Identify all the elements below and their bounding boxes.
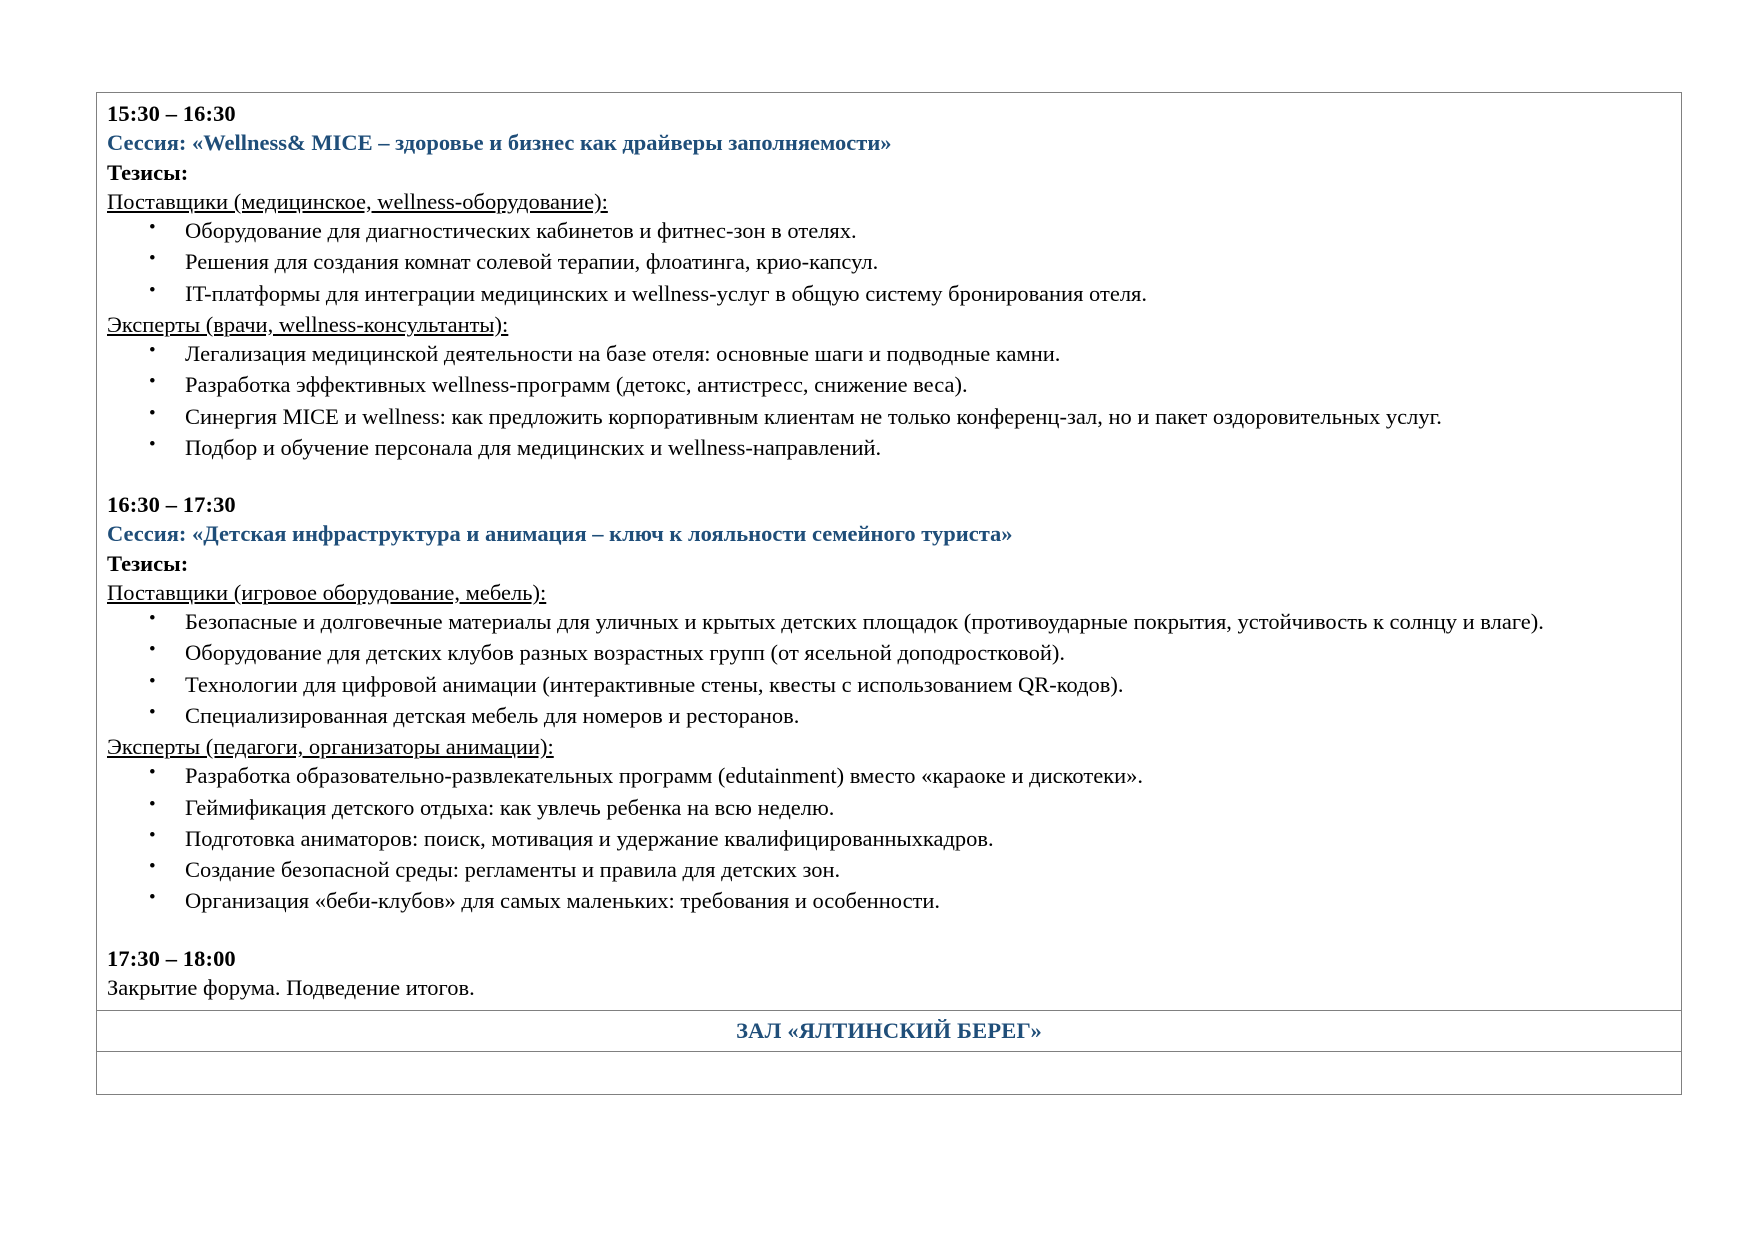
table-row-agenda-body: [97, 93, 1682, 1011]
session-block-2: [107, 490, 1671, 916]
closing-time: 17:30 – 18:00: [107, 945, 236, 971]
agenda-body-content: [97, 93, 1681, 1010]
session-block-1: [107, 99, 1671, 462]
section-spacer: [107, 918, 1671, 944]
hall-cell: [97, 1011, 1682, 1052]
list-item: • Создание безопасной среды: регламенты и правила для детских зон.: [107, 855, 1671, 884]
session-time: 16:30 – 17:30: [107, 492, 236, 517]
list-item: • Подбор и обучение персонала для медицинских и wellness-направлений.: [107, 433, 1671, 462]
list-item: • Специализированная детская мебель для номеров и ресторанов.: [107, 701, 1671, 730]
empty-cell: [97, 1052, 1682, 1095]
agenda-body-cell: [97, 93, 1682, 1011]
list-item: • Решения для создания комнат солевой терапии, флоатинга, крио-капсул.: [107, 247, 1671, 276]
list-item: • Легализация медицинской деятельности на базе отеля: основные шаги и подводные камни.: [107, 339, 1671, 368]
bullet-list-suppliers: [107, 607, 1671, 730]
theses-label: Тезисы:: [107, 550, 189, 576]
closing-block: [107, 944, 1671, 1003]
table-row-empty: [97, 1052, 1682, 1095]
list-item: • Оборудование для детских клубов разных возрастных групп (от ясельной доподростковой).: [107, 638, 1671, 667]
list-item: • Организация «беби-клубов» для самых маленьких: требования и особенности.: [107, 886, 1671, 915]
group-label-wrap: [107, 310, 1671, 339]
list-item: • Технологии для цифровой анимации (интерактивные стены, квесты с использованием QR-кодов).: [107, 670, 1671, 699]
group-label-suppliers: Поставщики (игровое оборудование, мебель):: [107, 579, 547, 605]
table-row-hall: [97, 1011, 1682, 1052]
list-item: • Разработка образовательно-развлекательных программ (edutainment) вместо «караоке и дискотеки».: [107, 761, 1671, 790]
bullet-list-suppliers: [107, 216, 1671, 308]
list-item: • Безопасные и долговечные материалы для уличных и крытых детских площадок (противоударные покрытия, устойчивость к солнцу и влаге).: [107, 607, 1671, 636]
bullet-list-experts: [107, 761, 1671, 915]
session-title: Сессия: «Wellness& MICE – здоровье и бизнес как драйверы заполняемости»: [107, 130, 892, 156]
group-label-experts: Эксперты (врачи, wellness-консультанты):: [107, 311, 509, 337]
group-label-wrap: [107, 578, 1671, 607]
hall-title: ЗАЛ «ЯЛТИНСКИЙ БЕРЕГ»: [736, 1018, 1042, 1043]
list-item: • Подготовка аниматоров: поиск, мотивация и удержание квалифицированныхкадров.: [107, 824, 1671, 853]
closing-text: Закрытие форума. Подведение итогов.: [107, 974, 475, 1000]
group-label-wrap: [107, 187, 1671, 216]
agenda-table: [96, 92, 1682, 1095]
group-label-suppliers: Поставщики (медицинское, wellness-оборудование):: [107, 188, 608, 214]
bullet-list-experts: [107, 339, 1671, 462]
list-item: • Разработка эффективных wellness-программ (детокс, антистресс, снижение веса).: [107, 370, 1671, 399]
group-label-wrap: [107, 732, 1671, 761]
list-item: • Синергия MICE и wellness: как предложить корпоративным клиентам не только конференц-зал, но и пакет оздоровительных услуг.: [107, 402, 1671, 431]
list-item: • Оборудование для диагностических кабинетов и фитнес-зон в отелях.: [107, 216, 1671, 245]
list-item: • IT-платформы для интеграции медицинских и wellness-услуг в общую систему бронирования отеля.: [107, 279, 1671, 308]
list-item: • Геймификация детского отдыха: как увлечь ребенка на всю неделю.: [107, 793, 1671, 822]
session-time: 15:30 – 16:30: [107, 101, 236, 126]
section-spacer: [107, 464, 1671, 490]
theses-label: Тезисы:: [107, 159, 189, 185]
empty-cell-content: [97, 1052, 1681, 1094]
session-title: Сессия: «Детская инфраструктура и анимация – ключ к лояльности семейного туриста»: [107, 521, 1013, 547]
group-label-experts: Эксперты (педагоги, организаторы анимации):: [107, 734, 554, 759]
